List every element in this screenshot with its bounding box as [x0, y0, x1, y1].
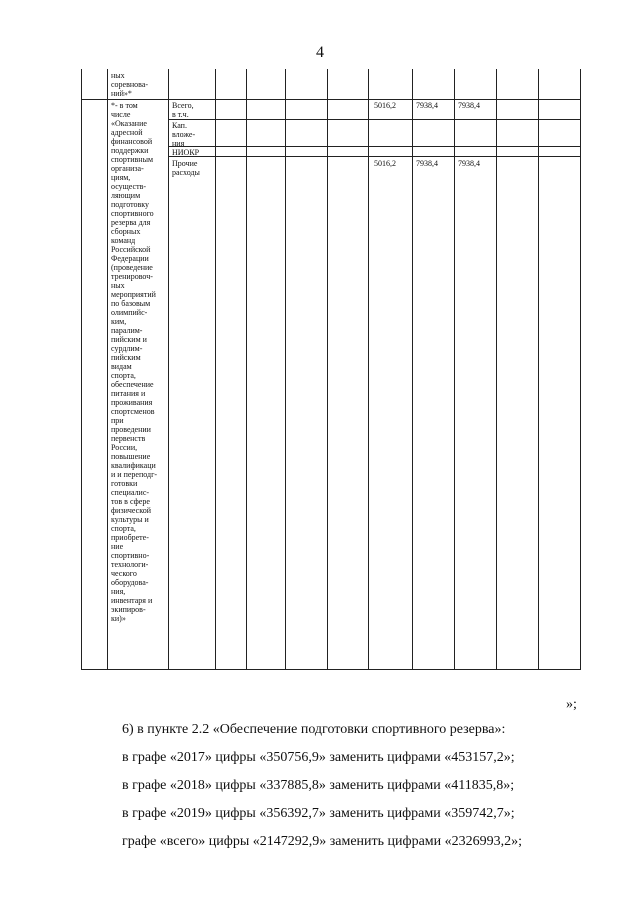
amendment-line: графе «всего» цифры «2147292,9» заменить цифрами «2326993,2»; — [122, 834, 523, 849]
amendment-line: в графе «2017» цифры «350756,9» заменить цифрами «453157,2»; — [122, 750, 515, 765]
description-line: технологи- — [111, 560, 149, 569]
description-line: специалис- — [111, 488, 150, 497]
expense-other-label: Прочие расходы — [172, 159, 200, 177]
other-value-2018: 7938,4 — [416, 159, 438, 168]
other-value-2019: 7938,4 — [458, 159, 480, 168]
description-line: тренировоч- — [111, 272, 153, 281]
amendment-line: в графе «2018» цифры «337885,8» заменить цифрами «411835,8»; — [122, 778, 515, 793]
description-line: спортивного — [111, 209, 154, 218]
description-line: организа- — [111, 164, 144, 173]
closing-quote: »; — [566, 697, 577, 712]
description-line: проведении — [111, 425, 151, 434]
description-line: пийским и — [111, 335, 147, 344]
row-description — [111, 101, 166, 623]
expense-total-label: Всего, в т.ч. — [172, 101, 194, 119]
description-line: инвентаря и — [111, 596, 153, 605]
amendment-line: в графе «2019» цифры «356392,7» заменить цифрами «359742,7»; — [122, 806, 515, 821]
description-line: готовки — [111, 479, 138, 488]
description-line: олимпийс- — [111, 308, 148, 317]
description-line: по базовым — [111, 299, 151, 308]
description-line: при — [111, 416, 124, 425]
description-line: *- в том — [111, 101, 138, 110]
description-line: спорта, — [111, 371, 136, 380]
description-line: Российской — [111, 245, 151, 254]
description-line: ким, — [111, 317, 127, 326]
column-line — [246, 69, 247, 669]
description-line: пийским — [111, 353, 141, 362]
description-line: и и переподг- — [111, 470, 158, 479]
description-line: спортсменов — [111, 407, 155, 416]
expense-capital-label: Кап. вложе- ния — [172, 121, 196, 148]
total-value-2018: 7938,4 — [416, 101, 438, 110]
expense-niokr-label: НИОКР — [172, 148, 200, 157]
description-line: оборудова- — [111, 578, 149, 587]
description-line: поддержки — [111, 146, 149, 155]
description-line: проживания — [111, 398, 153, 407]
other-value-2017: 5016,2 — [374, 159, 396, 168]
column-line — [285, 69, 286, 669]
description-line: числе — [111, 110, 131, 119]
row-divider — [168, 146, 581, 147]
description-line: паралим- — [111, 326, 143, 335]
description-line: адресной — [111, 128, 143, 137]
description-line: финансовой — [111, 137, 153, 146]
column-line — [538, 69, 539, 669]
description-line: повышение — [111, 452, 151, 461]
total-value-2019: 7938,4 — [458, 101, 480, 110]
column-line — [107, 69, 108, 669]
description-line: квалификаци — [111, 461, 156, 470]
budget-table — [81, 69, 581, 669]
description-line: ки)» — [111, 614, 126, 623]
description-line: Федерации — [111, 254, 149, 263]
description-line: ных — [111, 281, 125, 290]
column-line — [454, 69, 455, 669]
description-line: циям, — [111, 173, 131, 182]
description-line: видам — [111, 362, 132, 371]
row-divider — [81, 99, 581, 100]
description-line: резерва для — [111, 218, 151, 227]
description-line: спорта, — [111, 524, 136, 533]
description-line: приобрете- — [111, 533, 149, 542]
column-line — [580, 69, 581, 669]
description-line: мероприятий — [111, 290, 156, 299]
description-line: физической — [111, 506, 151, 515]
description-line: России, — [111, 443, 138, 452]
column-line — [368, 69, 369, 669]
column-line — [215, 69, 216, 669]
column-line — [327, 69, 328, 669]
description-line: сборных — [111, 227, 141, 236]
column-line — [81, 69, 82, 669]
description-line: осуществ- — [111, 182, 147, 191]
description-line: спортивным — [111, 155, 153, 164]
description-line: ческого — [111, 569, 137, 578]
total-value-2017: 5016,2 — [374, 101, 396, 110]
description-line: сурдлим- — [111, 344, 143, 353]
description-line: культуры и — [111, 515, 149, 524]
description-line: (проведение — [111, 263, 153, 272]
prev-row-description: ных соревнова- ний»* — [111, 71, 149, 98]
column-line — [168, 69, 169, 669]
description-line: тов в сфере — [111, 497, 150, 506]
description-line: экипиров- — [111, 605, 146, 614]
row-divider — [168, 119, 581, 120]
amendment-heading: 6) в пункте 2.2 «Обеспечение подготовки спортивного резерва»: — [122, 722, 506, 737]
description-line: спортивно- — [111, 551, 150, 560]
description-line: первенств — [111, 434, 146, 443]
description-line: питания и — [111, 389, 146, 398]
description-line: ния, — [111, 587, 126, 596]
description-line: ляющим — [111, 191, 141, 200]
description-line: команд — [111, 236, 136, 245]
column-line — [496, 69, 497, 669]
column-line — [412, 69, 413, 669]
description-line: «Оказание — [111, 119, 147, 128]
page-number: 4 — [316, 44, 324, 61]
description-line: подготовку — [111, 200, 150, 209]
row-divider — [81, 669, 581, 670]
description-line: ние — [111, 542, 124, 551]
row-divider — [168, 156, 581, 157]
description-line: обеспечение — [111, 380, 154, 389]
